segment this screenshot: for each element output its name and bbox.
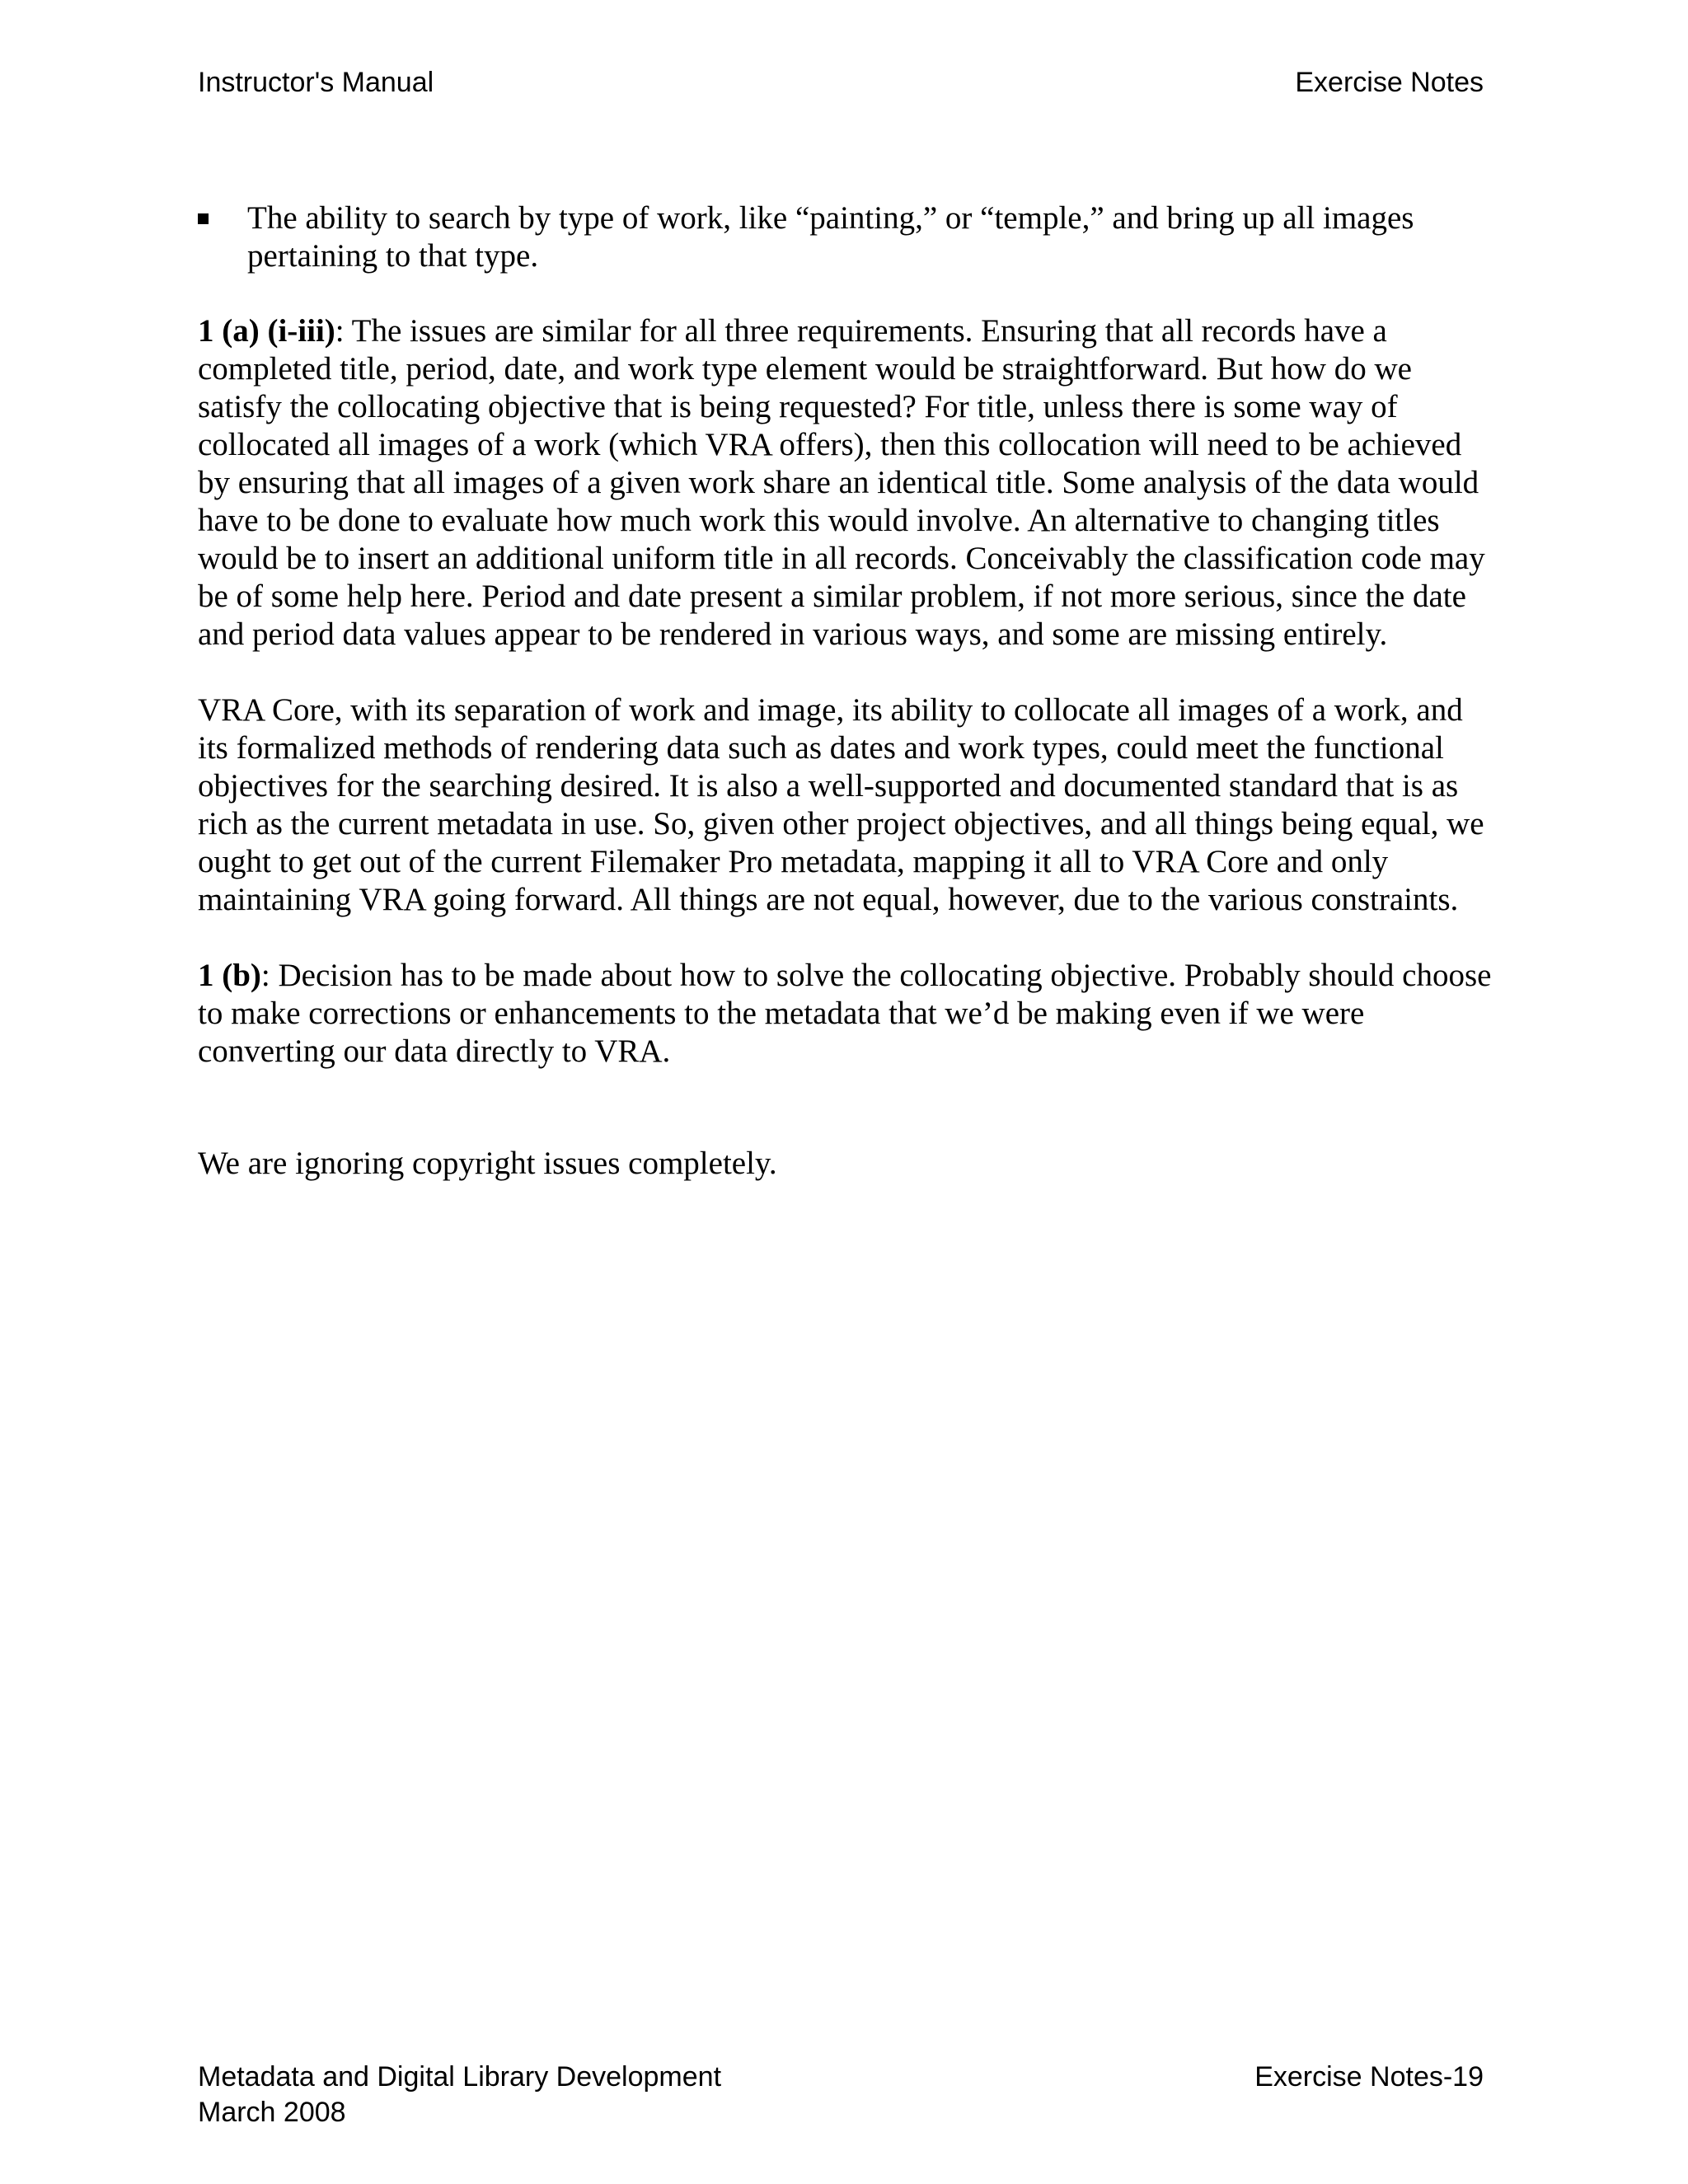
paragraph-1b-text: : Decision has to be made about how to solve the collocating objective. Probably should choose to make corrections or enhancements to the metadata that we’d be making even if we were converting our data directly to VRA.	[198, 958, 1492, 1069]
paragraph-copyright	[198, 1145, 1492, 1183]
paragraph-1b-label: 1 (b)	[198, 958, 261, 993]
paragraph-1a-label: 1 (a) (i-iii)	[198, 313, 335, 349]
bullet-text: The ability to search by type of work, like “painting,” or “temple,” and bring up all images pertaining to that type.	[247, 200, 1414, 274]
paragraph-1a	[198, 312, 1492, 654]
paragraph-vra-core	[198, 691, 1492, 919]
header-title: Instructor's Manual	[198, 67, 434, 98]
header-section: Exercise Notes	[1295, 67, 1484, 98]
paragraph-copyright-text: We are ignoring copyright issues completely.	[198, 1146, 777, 1181]
footer-course-title: Metadata and Digital Library Development	[198, 2061, 722, 2093]
paragraph-1b	[198, 957, 1492, 1071]
footer-page-number: Exercise Notes-19	[1254, 2061, 1484, 2093]
square-bullet-icon	[198, 213, 209, 224]
page-body	[198, 199, 1492, 1221]
paragraph-1a-text: : The issues are similar for all three requirements. Ensuring that all records have a completed title, period, date, and work type element would be straightforward. But how do we satisfy the collocating objective that is being requested? For title, unless there is some way of collocated all images of a work (which VRA offers), then this collocation will need to be achieved by ensuring that all images of a given work share an identical title. Some analysis of the data would have to be done to evaluate how much work this would involve. An alternative to changing titles would be to insert an additional uniform title in all records. Conceivably the classification code may be of some help here. Period and date present a similar problem, if not more serious, since the date and period data values appear to be rendered in various ways, and some are missing entirely.	[198, 313, 1485, 652]
footer-date: March 2008	[198, 2097, 346, 2128]
paragraph-vra-core-text: VRA Core, with its separation of work and image, its ability to collocate all images of a work, and its formalized methods of rendering data such as dates and work types, could meet the functional objectives for the searching desired. It is also a well-supported and documented standard that is as rich as the current metadata in use. So, given other project objectives, and all things being equal, we ought to get out of the current Filemaker Pro metadata, mapping it all to VRA Core and only maintaining VRA going forward. All things are not equal, however, due to the various constraints.	[198, 692, 1484, 917]
bullet-list-item	[198, 199, 1492, 275]
